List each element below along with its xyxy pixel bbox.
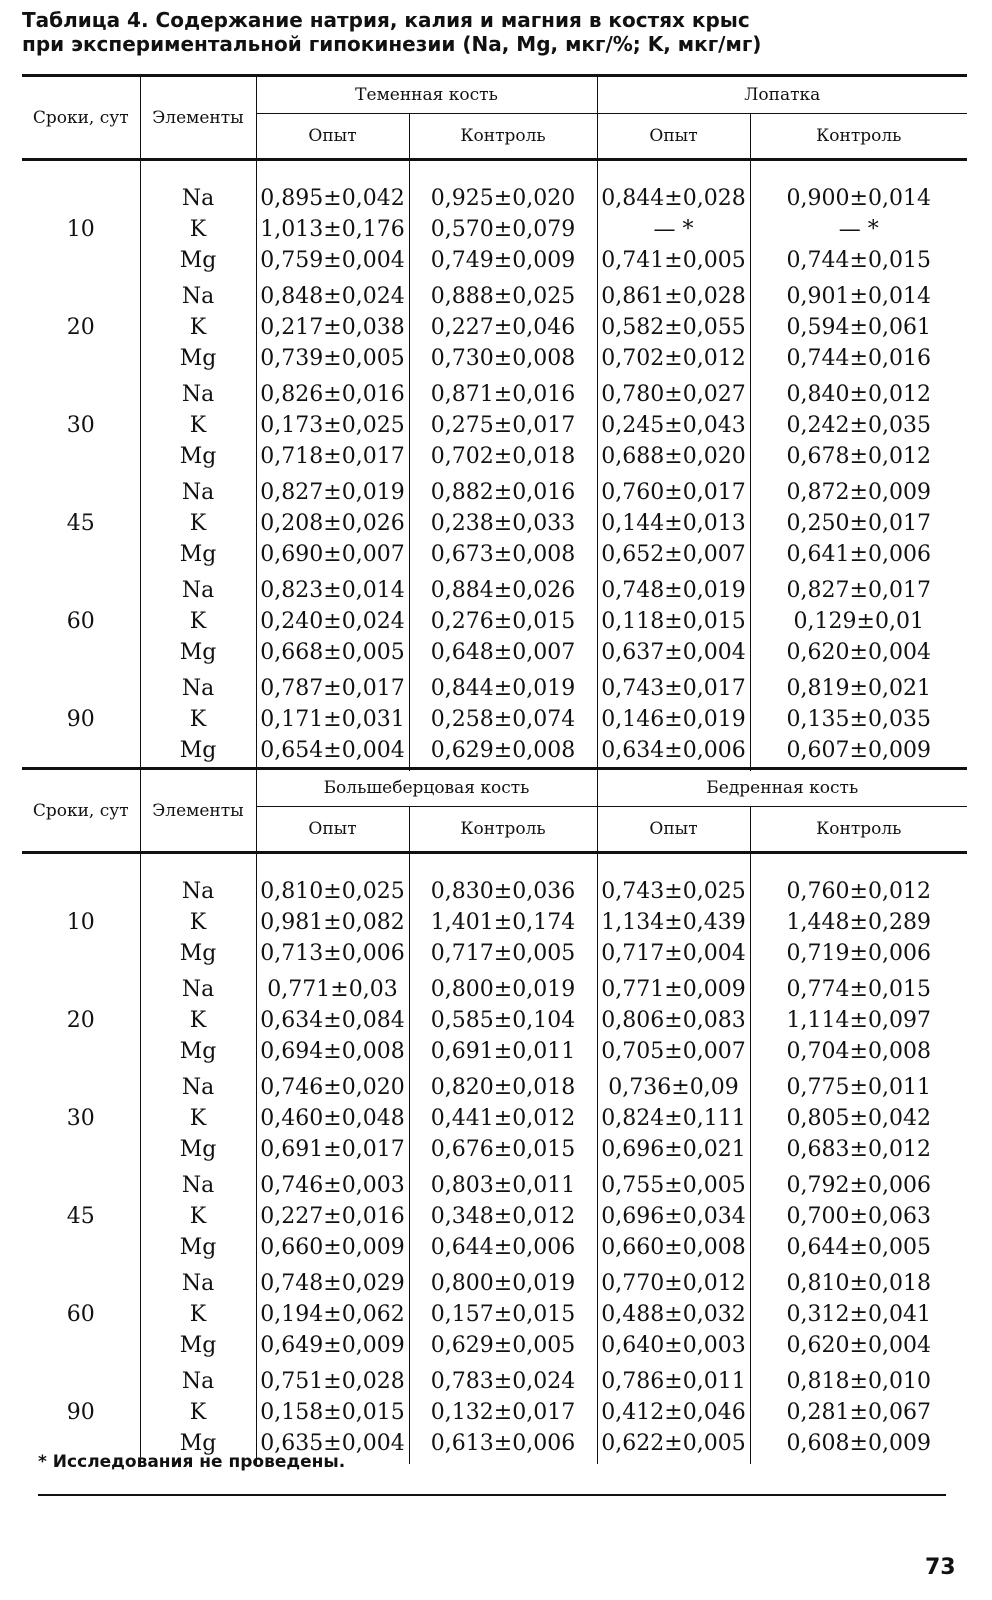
element-symbol: K bbox=[189, 609, 207, 634]
element-symbol: K bbox=[189, 217, 207, 242]
element-symbol: Mg bbox=[179, 1235, 217, 1260]
value-cell: 0,683±0,012 bbox=[786, 1137, 931, 1162]
value-cell: 0,844±0,019 bbox=[430, 676, 576, 701]
element-symbol: K bbox=[189, 910, 207, 935]
value-cell: 1,401±0,174 bbox=[430, 910, 576, 935]
value-cell: 0,144±0,013 bbox=[601, 511, 746, 536]
term-value: 30 bbox=[22, 1072, 140, 1165]
value-cell: 0,629±0,008 bbox=[430, 738, 576, 763]
value-cell: 0,705±0,007 bbox=[601, 1039, 746, 1064]
elements-header: Элементы bbox=[140, 76, 256, 160]
value-cell: 0,654±0,004 bbox=[260, 738, 405, 763]
term-value: 60 bbox=[22, 1268, 140, 1361]
value-cell: 0,585±0,104 bbox=[430, 1008, 576, 1033]
value-cell: 0,770±0,012 bbox=[601, 1271, 746, 1296]
control-header: Контроль bbox=[816, 819, 902, 839]
caption-line-2: при экспериментальной гипокинезии (Na, Mg, мкг/%; K, мкг/мг) bbox=[22, 32, 762, 56]
table-row-group bbox=[22, 379, 967, 472]
term-value: 45 bbox=[22, 477, 140, 570]
element-symbol: Mg bbox=[179, 1039, 217, 1064]
term-value: 60 bbox=[22, 575, 140, 668]
element-symbol: Na bbox=[181, 676, 215, 701]
value-cell: 0,696±0,034 bbox=[601, 1204, 746, 1229]
value-cell: 0,744±0,016 bbox=[786, 346, 931, 371]
value-cell: 0,884±0,026 bbox=[430, 578, 576, 603]
value-cell: 0,622±0,005 bbox=[601, 1431, 746, 1456]
value-cell: 0,194±0,062 bbox=[260, 1302, 405, 1327]
element-symbol: Mg bbox=[179, 248, 217, 273]
experiment-header: Опыт bbox=[597, 114, 750, 160]
caption-line-1: Таблица 4. Содержание натрия, калия и магния в костях крыс bbox=[22, 8, 750, 32]
table-row-group bbox=[22, 876, 967, 969]
value-cell: 0,783±0,024 bbox=[430, 1369, 576, 1394]
value-cell: 0,158±0,015 bbox=[260, 1400, 405, 1425]
elements-header: Элементы bbox=[140, 769, 256, 853]
experiment-header: Опыт bbox=[256, 807, 409, 853]
control-header: Контроль bbox=[409, 114, 597, 160]
value-cell: 0,660±0,009 bbox=[260, 1235, 405, 1260]
element-symbol: K bbox=[189, 1106, 207, 1131]
value-cell: 0,872±0,009 bbox=[786, 480, 931, 505]
value-cell: 0,660±0,008 bbox=[601, 1235, 746, 1260]
footnote: * Исследования не проведены. bbox=[38, 1452, 346, 1472]
value-cell: 0,613±0,006 bbox=[430, 1431, 576, 1456]
table-row-group bbox=[22, 974, 967, 1067]
value-cell: 0,676±0,015 bbox=[430, 1137, 576, 1162]
value-cell: 0,702±0,018 bbox=[430, 444, 576, 469]
value-cell: 0,743±0,025 bbox=[601, 879, 746, 904]
value-cell: 1,013±0,176 bbox=[260, 217, 405, 242]
element-symbol: Na bbox=[181, 977, 215, 1002]
table-row-group bbox=[22, 673, 967, 766]
value-cell: 0,771±0,03 bbox=[267, 977, 398, 1002]
value-cell: 0,744±0,015 bbox=[786, 248, 931, 273]
value-cell: 0,848±0,024 bbox=[260, 284, 405, 309]
value-cell: 0,227±0,016 bbox=[260, 1204, 405, 1229]
value-cell: 0,759±0,004 bbox=[260, 248, 405, 273]
term-value: 10 bbox=[22, 876, 140, 969]
value-cell: 0,717±0,004 bbox=[601, 941, 746, 966]
element-symbol: Na bbox=[181, 284, 215, 309]
value-cell: 0,702±0,012 bbox=[601, 346, 746, 371]
value-cell: 0,900±0,014 bbox=[786, 186, 931, 211]
value-cell: 0,634±0,006 bbox=[601, 738, 746, 763]
value-cell: 0,691±0,011 bbox=[430, 1039, 576, 1064]
value-cell: 0,594±0,061 bbox=[786, 315, 931, 340]
table-parietal-scapula bbox=[22, 74, 967, 771]
value-cell: 0,713±0,006 bbox=[260, 941, 405, 966]
value-cell: 0,871±0,016 bbox=[430, 382, 576, 407]
value-cell: 0,827±0,017 bbox=[786, 578, 931, 603]
element-symbol: K bbox=[189, 1204, 207, 1229]
value-cell: 0,700±0,063 bbox=[786, 1204, 931, 1229]
value-cell: 0,694±0,008 bbox=[260, 1039, 405, 1064]
value-cell: 0,771±0,009 bbox=[601, 977, 746, 1002]
value-cell: 0,981±0,082 bbox=[260, 910, 405, 935]
value-cell: 0,641±0,006 bbox=[786, 542, 931, 567]
control-header: Контроль bbox=[816, 126, 902, 146]
value-cell: 0,805±0,042 bbox=[786, 1106, 931, 1131]
value-cell: 0,830±0,036 bbox=[430, 879, 576, 904]
table-row-group bbox=[22, 1268, 967, 1361]
value-cell: 0,607±0,009 bbox=[786, 738, 931, 763]
term-value: 90 bbox=[22, 673, 140, 766]
table-row-group bbox=[22, 281, 967, 374]
value-cell: 0,276±0,015 bbox=[430, 609, 576, 634]
value-cell: 1,114±0,097 bbox=[786, 1008, 931, 1033]
value-cell: 0,146±0,019 bbox=[601, 707, 746, 732]
value-cell: 0,704±0,008 bbox=[786, 1039, 931, 1064]
value-cell: 0,644±0,006 bbox=[430, 1235, 576, 1260]
element-symbol: Mg bbox=[179, 640, 217, 665]
value-cell: 0,245±0,043 bbox=[601, 413, 746, 438]
value-cell: 0,412±0,046 bbox=[601, 1400, 746, 1425]
value-cell: 0,582±0,055 bbox=[601, 315, 746, 340]
table-row-group bbox=[22, 1170, 967, 1263]
value-cell: 0,441±0,012 bbox=[430, 1106, 576, 1131]
value-cell: 0,824±0,111 bbox=[601, 1106, 746, 1131]
element-symbol: K bbox=[189, 413, 207, 438]
element-symbol: Mg bbox=[179, 444, 217, 469]
value-cell: 0,258±0,074 bbox=[430, 707, 576, 732]
value-cell: 0,741±0,005 bbox=[601, 248, 746, 273]
value-cell: 0,312±0,041 bbox=[786, 1302, 931, 1327]
value-cell: 0,668±0,005 bbox=[260, 640, 405, 665]
element-symbol: Na bbox=[181, 578, 215, 603]
value-cell: 0,786±0,011 bbox=[601, 1369, 746, 1394]
value-cell: 0,348±0,012 bbox=[430, 1204, 576, 1229]
element-symbol: Na bbox=[181, 1271, 215, 1296]
value-cell: 0,751±0,028 bbox=[260, 1369, 405, 1394]
value-cell: 0,637±0,004 bbox=[601, 640, 746, 665]
value-cell: 0,129±0,01 bbox=[793, 609, 924, 634]
table-row-group bbox=[22, 477, 967, 570]
value-cell: 0,730±0,008 bbox=[430, 346, 576, 371]
value-cell: 0,748±0,029 bbox=[260, 1271, 405, 1296]
value-cell: 0,827±0,019 bbox=[260, 480, 405, 505]
term-value: 45 bbox=[22, 1170, 140, 1263]
value-cell: 0,634±0,084 bbox=[260, 1008, 405, 1033]
value-cell: 0,688±0,020 bbox=[601, 444, 746, 469]
table-caption bbox=[22, 8, 972, 56]
value-cell: 0,820±0,018 bbox=[430, 1075, 576, 1100]
value-cell: 0,901±0,014 bbox=[786, 284, 931, 309]
bone-right-header: Лопатка bbox=[597, 76, 967, 114]
value-cell: 0,717±0,005 bbox=[430, 941, 576, 966]
element-symbol: Mg bbox=[179, 346, 217, 371]
element-symbol: Na bbox=[181, 1369, 215, 1394]
value-cell: 0,718±0,017 bbox=[260, 444, 405, 469]
value-cell: 0,157±0,015 bbox=[430, 1302, 576, 1327]
element-symbol: Mg bbox=[179, 941, 217, 966]
value-cell: 0,755±0,005 bbox=[601, 1173, 746, 1198]
term-value: 10 bbox=[22, 183, 140, 276]
value-cell: 0,118±0,015 bbox=[601, 609, 746, 634]
bone-right-header: Бедренная кость bbox=[597, 769, 967, 807]
value-cell: 0,840±0,012 bbox=[786, 382, 931, 407]
value-cell: 0,749±0,009 bbox=[430, 248, 576, 273]
value-cell: 0,819±0,021 bbox=[786, 676, 931, 701]
value-cell: 0,208±0,026 bbox=[260, 511, 405, 536]
element-symbol: Na bbox=[181, 1173, 215, 1198]
value-cell: 0,925±0,020 bbox=[430, 186, 576, 211]
value-cell: — * bbox=[838, 217, 879, 242]
value-cell: 0,629±0,005 bbox=[430, 1333, 576, 1358]
element-symbol: Na bbox=[181, 480, 215, 505]
element-symbol: Mg bbox=[179, 738, 217, 763]
element-symbol: K bbox=[189, 315, 207, 340]
value-cell: 0,460±0,048 bbox=[260, 1106, 405, 1131]
value-cell: 0,635±0,004 bbox=[260, 1431, 405, 1456]
value-cell: 0,644±0,005 bbox=[786, 1235, 931, 1260]
element-symbol: K bbox=[189, 1400, 207, 1425]
value-cell: 0,250±0,017 bbox=[786, 511, 931, 536]
term-value: 30 bbox=[22, 379, 140, 472]
value-cell: 0,691±0,017 bbox=[260, 1137, 405, 1162]
value-cell: 0,173±0,025 bbox=[260, 413, 405, 438]
value-cell: 0,806±0,083 bbox=[601, 1008, 746, 1033]
term-value: 20 bbox=[22, 974, 140, 1067]
experiment-header: Опыт bbox=[597, 807, 750, 853]
table-row-group bbox=[22, 1072, 967, 1165]
value-cell: 0,217±0,038 bbox=[260, 315, 405, 340]
value-cell: 1,134±0,439 bbox=[601, 910, 746, 935]
value-cell: 0,238±0,033 bbox=[430, 511, 576, 536]
value-cell: 0,882±0,016 bbox=[430, 480, 576, 505]
value-cell: 0,803±0,011 bbox=[430, 1173, 576, 1198]
table-row-group bbox=[22, 183, 967, 276]
value-cell: 0,608±0,009 bbox=[786, 1431, 931, 1456]
value-cell: 0,570±0,079 bbox=[430, 217, 576, 242]
value-cell: 0,673±0,008 bbox=[430, 542, 576, 567]
value-cell: 0,620±0,004 bbox=[786, 1333, 931, 1358]
value-cell: 0,640±0,003 bbox=[601, 1333, 746, 1358]
value-cell: 0,774±0,015 bbox=[786, 977, 931, 1002]
value-cell: 0,696±0,021 bbox=[601, 1137, 746, 1162]
value-cell: 0,736±0,09 bbox=[608, 1075, 739, 1100]
value-cell: 1,448±0,289 bbox=[786, 910, 931, 935]
element-symbol: K bbox=[189, 1302, 207, 1327]
element-symbol: Na bbox=[181, 186, 215, 211]
value-cell: 0,275±0,017 bbox=[430, 413, 576, 438]
element-symbol: Na bbox=[181, 382, 215, 407]
element-symbol: Mg bbox=[179, 542, 217, 567]
term-value: 90 bbox=[22, 1366, 140, 1459]
value-cell: 0,844±0,028 bbox=[601, 186, 746, 211]
table-row-group bbox=[22, 575, 967, 668]
data-table bbox=[22, 767, 967, 1464]
value-cell: 0,760±0,017 bbox=[601, 480, 746, 505]
table-row-group bbox=[22, 1366, 967, 1459]
value-cell: 0,826±0,016 bbox=[260, 382, 405, 407]
value-cell: 0,780±0,027 bbox=[601, 382, 746, 407]
experiment-header: Опыт bbox=[256, 114, 409, 160]
control-header: Контроль bbox=[409, 807, 597, 853]
value-cell: 0,227±0,046 bbox=[430, 315, 576, 340]
term-header: Сроки, сут bbox=[22, 76, 140, 160]
data-table bbox=[22, 74, 967, 771]
element-symbol: K bbox=[189, 511, 207, 536]
value-cell: 0,242±0,035 bbox=[786, 413, 931, 438]
value-cell: 0,620±0,004 bbox=[786, 640, 931, 665]
value-cell: 0,787±0,017 bbox=[260, 676, 405, 701]
value-cell: 0,171±0,031 bbox=[260, 707, 405, 732]
bone-left-header: Теменная кость bbox=[256, 76, 597, 114]
value-cell: 0,652±0,007 bbox=[601, 542, 746, 567]
term-value: 20 bbox=[22, 281, 140, 374]
table-tibia-femur bbox=[22, 767, 967, 1464]
element-symbol: Na bbox=[181, 879, 215, 904]
bone-left-header: Большеберцовая кость bbox=[256, 769, 597, 807]
element-symbol: Mg bbox=[179, 1333, 217, 1358]
element-symbol: Mg bbox=[179, 1431, 217, 1456]
value-cell: 0,888±0,025 bbox=[430, 284, 576, 309]
value-cell: 0,792±0,006 bbox=[786, 1173, 931, 1198]
element-symbol: Na bbox=[181, 1075, 215, 1100]
value-cell: 0,810±0,018 bbox=[786, 1271, 931, 1296]
value-cell: 0,240±0,024 bbox=[260, 609, 405, 634]
term-header: Сроки, сут bbox=[22, 769, 140, 853]
value-cell: 0,746±0,003 bbox=[260, 1173, 405, 1198]
value-cell: 0,775±0,011 bbox=[786, 1075, 931, 1100]
value-cell: 0,739±0,005 bbox=[260, 346, 405, 371]
element-symbol: K bbox=[189, 707, 207, 732]
value-cell: 0,649±0,009 bbox=[260, 1333, 405, 1358]
value-cell: 0,648±0,007 bbox=[430, 640, 576, 665]
element-symbol: K bbox=[189, 1008, 207, 1033]
value-cell: 0,800±0,019 bbox=[430, 977, 576, 1002]
page-number: 73 bbox=[925, 1555, 956, 1580]
value-cell: 0,800±0,019 bbox=[430, 1271, 576, 1296]
value-cell: 0,818±0,010 bbox=[786, 1369, 931, 1394]
value-cell: 0,281±0,067 bbox=[786, 1400, 931, 1425]
value-cell: 0,748±0,019 bbox=[601, 578, 746, 603]
value-cell: 0,743±0,017 bbox=[601, 676, 746, 701]
value-cell: — * bbox=[653, 217, 694, 242]
value-cell: 0,895±0,042 bbox=[260, 186, 405, 211]
element-symbol: Mg bbox=[179, 1137, 217, 1162]
value-cell: 0,810±0,025 bbox=[260, 879, 405, 904]
value-cell: 0,132±0,017 bbox=[430, 1400, 576, 1425]
value-cell: 0,823±0,014 bbox=[260, 578, 405, 603]
bottom-rule bbox=[38, 1494, 946, 1496]
value-cell: 0,488±0,032 bbox=[601, 1302, 746, 1327]
value-cell: 0,760±0,012 bbox=[786, 879, 931, 904]
value-cell: 0,690±0,007 bbox=[260, 542, 405, 567]
value-cell: 0,135±0,035 bbox=[786, 707, 931, 732]
value-cell: 0,861±0,028 bbox=[601, 284, 746, 309]
value-cell: 0,719±0,006 bbox=[786, 941, 931, 966]
value-cell: 0,746±0,020 bbox=[260, 1075, 405, 1100]
value-cell: 0,678±0,012 bbox=[786, 444, 931, 469]
